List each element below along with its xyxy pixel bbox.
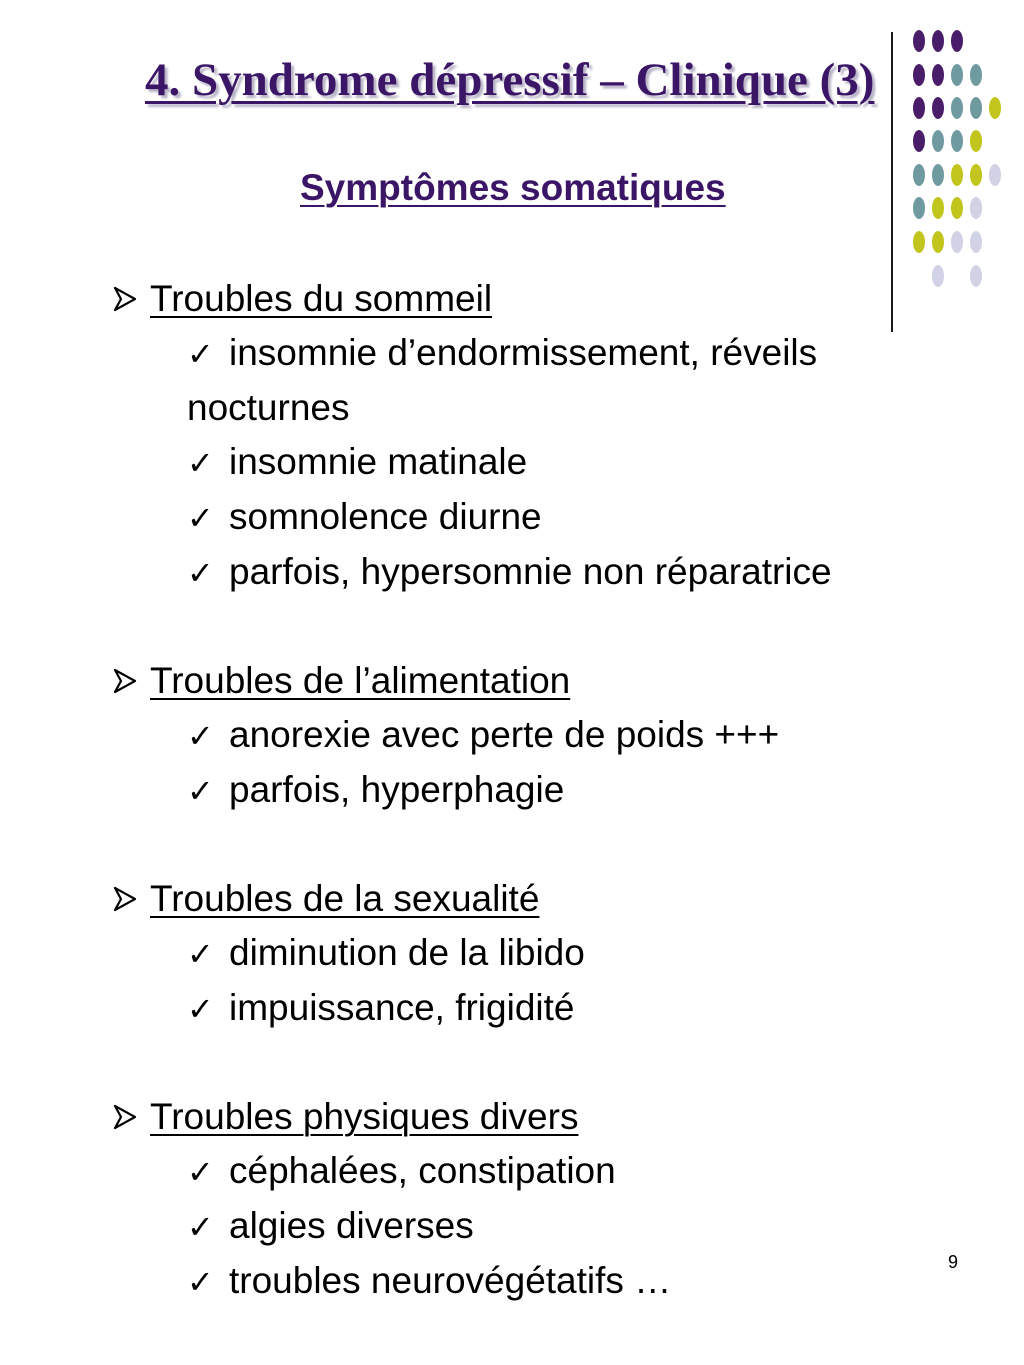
dot-row-2 [913,64,982,86]
list-item: ✓ insomnie d’endormissement, réveils [112,326,832,381]
check-icon: ✓ [187,555,214,591]
slide-title: 4. Syndrome dépressif – Clinique (3) [145,54,875,106]
dot-row-6 [913,197,982,219]
section-sleep [112,272,832,600]
list-item: ✓ anorexie avec perte de poids +++ [112,708,779,763]
check-icon: ✓ [187,1209,214,1245]
dot-row-5 [913,164,1001,186]
check-icon: ✓ [187,445,214,481]
list-item: ✓ diminution de la libido [112,926,585,981]
section-heading [112,654,779,708]
section-heading-text: Troubles du sommeil [150,278,493,319]
arrow-right-icon [112,667,138,695]
check-icon: ✓ [187,936,214,972]
check-icon: ✓ [187,500,214,536]
list-item: ✓ parfois, hyperphagie [112,763,779,818]
check-icon: ✓ [187,718,214,754]
list-item: ✓ algies diverses [112,1199,671,1254]
dot-row-8 [932,265,982,287]
list-item: ✓ troubles neurovégétatifs … [112,1254,671,1309]
dot-row-3 [913,97,1001,119]
section-heading-text: Troubles de l’alimentation [150,660,571,701]
arrow-right-icon [112,885,138,913]
list-item: ✓ parfois, hypersomnie non réparatrice [112,545,832,600]
decorative-dot-grid [0,0,1024,300]
arrow-right-icon [112,285,138,313]
check-icon: ✓ [187,773,214,809]
list-item: ✓ insomnie matinale [112,435,832,490]
list-item: ✓ somnolence diurne [112,490,832,545]
check-icon: ✓ [187,991,214,1027]
section-heading [112,872,585,926]
dot-row-1 [913,30,963,52]
check-icon: ✓ [187,1264,214,1300]
list-item-continuation: nocturnes [187,387,350,428]
item-list [112,926,585,1036]
check-icon: ✓ [187,1154,214,1190]
section-heading [112,1090,671,1144]
vertical-divider-line [891,32,893,332]
arrow-right-icon [112,1103,138,1131]
section-heading-text: Troubles de la sexualité [150,878,540,919]
section-eating [112,654,779,818]
list-item: ✓ impuissance, frigidité [112,981,585,1036]
section-heading [112,272,832,326]
list-item: ✓ céphalées, constipation [112,1144,671,1199]
section-heading-text: Troubles physiques divers [150,1096,579,1137]
item-list [112,1144,671,1309]
dot-row-4 [913,130,982,152]
section-sexuality [112,872,585,1036]
dot-row-7 [913,231,982,253]
item-list [112,708,779,818]
item-list [112,326,832,600]
check-icon: ✓ [187,336,214,372]
section-physical [112,1090,671,1309]
slide-subtitle: Symptômes somatiques [300,167,726,208]
page-number: 9 [948,1252,959,1272]
